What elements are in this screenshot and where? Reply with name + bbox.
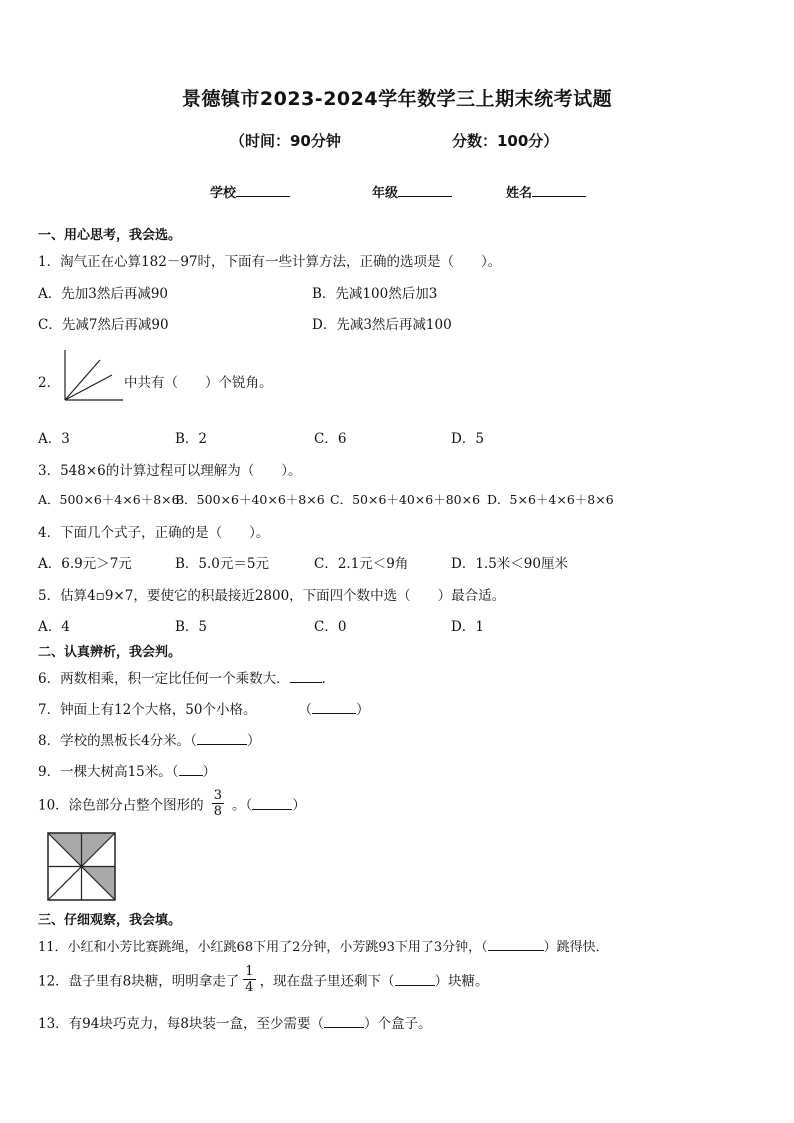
section-3-heading: 三、仔细观察，我会填。 <box>38 913 182 928</box>
grade-label: 年级 <box>372 186 399 201</box>
q3-option-c[interactable]: C．50×6＋40×6＋80×6 <box>330 492 481 507</box>
question-2: 中共有（ ）个锐角。 <box>124 375 273 391</box>
q7-stem: 7．钟面上有12个大格，50个小格。 <box>38 702 257 718</box>
q2-option-a[interactable]: A．3 <box>38 431 70 447</box>
q9-close: ） <box>202 764 217 780</box>
section-1-heading: 一、用心思考，我会选。 <box>38 228 182 243</box>
section-2-heading: 二、认真辨析，我会判。 <box>38 645 182 660</box>
school-label: 学校 <box>210 186 237 201</box>
q5-option-c[interactable]: C．0 <box>314 619 347 635</box>
q10-stem: 10．涂色部分占整个图形的 <box>38 797 204 814</box>
q12-stem: 12．盘子里有8块糖，明明拿走了 <box>38 973 240 990</box>
q2-option-b[interactable]: B．2 <box>175 431 208 447</box>
shaded-square-figure <box>47 832 117 902</box>
time-label: （时间：90分钟 <box>230 132 341 150</box>
q2-option-d[interactable]: D．5 <box>451 431 484 447</box>
question-13 <box>38 1012 431 1032</box>
q10-fraction <box>212 788 224 819</box>
grade-blank[interactable] <box>398 184 452 197</box>
school-field <box>210 182 290 201</box>
name-label: 姓名 <box>506 186 533 201</box>
q2-option-c[interactable]: C．6 <box>314 431 347 447</box>
q4-option-d[interactable]: D．1.5米＜90厘米 <box>451 556 568 572</box>
question-1: 1．淘气正在心算182－97时，下面有一些计算方法，正确的选项是（ ）。 <box>38 254 502 270</box>
q13-tail: ）个盒子。 <box>363 1016 432 1032</box>
q3-option-b[interactable]: B．500×6＋40×6＋8×6 <box>175 492 325 507</box>
q12-mid: ，现在盘子里还剩下（ <box>259 973 395 990</box>
question-6 <box>38 667 335 687</box>
q9-answer-blank[interactable] <box>179 763 203 776</box>
q5-option-a[interactable]: A．4 <box>38 619 70 635</box>
question-11 <box>38 936 609 955</box>
q10-answer-blank[interactable] <box>252 797 292 810</box>
q3-option-a[interactable]: A．500×6＋4×6＋8×6 <box>38 492 180 507</box>
q4-option-a[interactable]: A．6.9元＞7元 <box>38 556 132 572</box>
name-blank[interactable] <box>532 184 586 197</box>
q10-fraction-numerator: 3 <box>213 788 222 803</box>
question-8 <box>38 729 260 749</box>
q11-answer-blank[interactable] <box>488 938 544 951</box>
q12-fraction-denominator: 4 <box>245 980 254 995</box>
question-7 <box>38 698 369 718</box>
q4-option-c[interactable]: C．2.1元＜9角 <box>314 556 409 572</box>
question-12 <box>38 964 489 995</box>
q1-option-d[interactable]: D．先减3然后再减100 <box>312 317 452 333</box>
q8-close: ） <box>246 733 261 749</box>
q4-option-b[interactable]: B．5.0元＝5元 <box>175 556 269 572</box>
q5-option-b[interactable]: B．5 <box>175 619 208 635</box>
question-9 <box>38 760 216 780</box>
q6-answer-blank[interactable] <box>290 670 322 683</box>
school-blank[interactable] <box>236 184 290 197</box>
q8-stem: 8．学校的黑板长4分米。（ <box>38 733 197 749</box>
q9-stem: 9．一棵大树高15米。（ <box>38 764 179 780</box>
q3-option-d[interactable]: D．5×6＋4×6＋8×6 <box>487 492 614 507</box>
q11-tail: ）跳得快． <box>543 940 609 955</box>
question-10 <box>38 788 306 819</box>
page-title: 景德镇市2023-2024学年数学三上期末统考试题 <box>181 88 613 110</box>
angle-figure <box>60 347 126 405</box>
q12-fraction-numerator: 1 <box>245 964 254 979</box>
q12-tail: ）块糖。 <box>434 973 489 990</box>
question-5: 5．估算4▫9×7，要使它的积最接近2800，下面四个数中选（ ）最合适。 <box>38 588 506 604</box>
q7-open: （ <box>298 702 312 718</box>
q6-tail: ． <box>321 671 336 687</box>
question-2-number: 2． <box>38 375 61 391</box>
q10-close: ） <box>292 797 306 814</box>
angle-ray-shallow <box>65 375 112 400</box>
q11-stem: 11．小红和小芳比赛跳绳，小红跳68下用了2分钟，小芳跳93下用了3分钟，（ <box>38 940 488 955</box>
q1-option-c[interactable]: C．先减7然后再减90 <box>38 317 169 333</box>
q5-option-d[interactable]: D．1 <box>451 619 484 635</box>
score-label: 分数：100分） <box>452 132 559 150</box>
angle-ray-steep <box>65 360 100 400</box>
q8-answer-blank[interactable] <box>197 732 247 745</box>
name-field <box>506 182 586 201</box>
q6-stem: 6．两数相乘，积一定比任何一个乘数大． <box>38 671 290 687</box>
q13-answer-blank[interactable] <box>324 1015 364 1028</box>
question-3: 3．548×6的计算过程可以理解为（ ）。 <box>38 463 302 479</box>
q10-tail: 。（ <box>231 797 253 814</box>
q7-close: ） <box>355 702 370 718</box>
grade-field <box>372 182 452 201</box>
q12-answer-blank[interactable] <box>395 973 435 986</box>
q10-fraction-denominator: 8 <box>213 804 222 819</box>
q1-option-b[interactable]: B．先减100然后加3 <box>312 286 438 302</box>
q7-answer-blank[interactable] <box>312 701 356 714</box>
question-4: 4．下面几个式子，正确的是（ ）。 <box>38 525 270 541</box>
q12-fraction <box>243 964 255 995</box>
q13-stem: 13．有94块巧克力，每8块装一盒，至少需要（ <box>38 1016 324 1032</box>
q1-option-a[interactable]: A．先加3然后再减90 <box>38 286 169 302</box>
